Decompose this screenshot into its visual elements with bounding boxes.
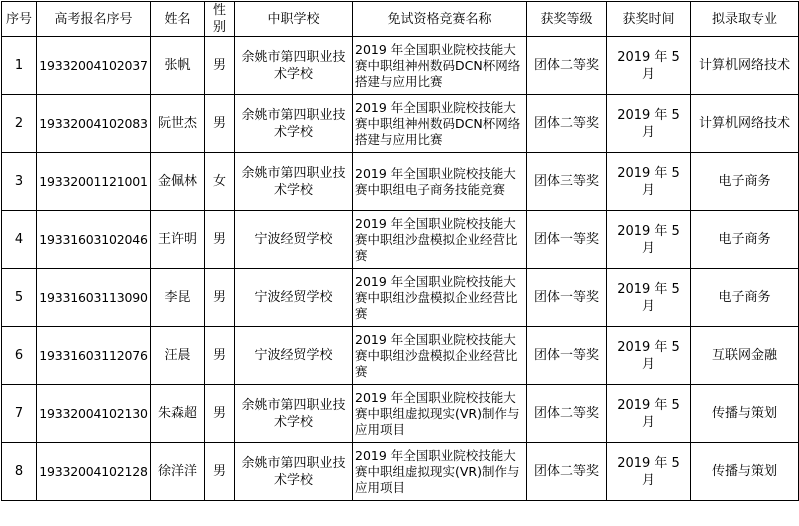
cell-school: 宁波经贸学校	[235, 327, 353, 385]
cell-name: 王许明	[151, 211, 205, 269]
cell-no: 7	[2, 385, 37, 443]
cell-major: 电子商务	[691, 153, 799, 211]
cell-major: 传播与策划	[691, 385, 799, 443]
cell-no: 4	[2, 211, 37, 269]
cell-gender: 男	[205, 37, 235, 95]
cell-no: 5	[2, 269, 37, 327]
header-competition: 免试资格竞赛名称	[353, 2, 527, 37]
cell-major: 计算机网络技术	[691, 37, 799, 95]
cell-gender: 女	[205, 153, 235, 211]
cell-date: 2019 年 5 月	[607, 269, 691, 327]
cell-award: 团体二等奖	[527, 95, 607, 153]
cell-award: 团体二等奖	[527, 443, 607, 501]
cell-no: 3	[2, 153, 37, 211]
cell-date: 2019 年 5 月	[607, 327, 691, 385]
table-row	[2, 211, 799, 269]
header-name: 姓名	[151, 2, 205, 37]
cell-school: 宁波经贸学校	[235, 211, 353, 269]
cell-school: 宁波经贸学校	[235, 269, 353, 327]
cell-gender: 男	[205, 327, 235, 385]
cell-competition: 2019 年全国职业院校技能大赛中职组沙盘模拟企业经营比赛	[353, 327, 527, 385]
cell-name: 李昆	[151, 269, 205, 327]
cell-award: 团体二等奖	[527, 385, 607, 443]
cell-gender: 男	[205, 385, 235, 443]
cell-school: 余姚市第四职业技术学校	[235, 37, 353, 95]
table-row	[2, 327, 799, 385]
cell-school: 余姚市第四职业技术学校	[235, 443, 353, 501]
cell-exam-id: 19332004102128	[37, 443, 151, 501]
cell-major: 计算机网络技术	[691, 95, 799, 153]
cell-name: 徐洋洋	[151, 443, 205, 501]
cell-award: 团体三等奖	[527, 153, 607, 211]
cell-major: 传播与策划	[691, 443, 799, 501]
cell-name: 阮世杰	[151, 95, 205, 153]
cell-exam-id: 19332004102130	[37, 385, 151, 443]
cell-competition: 2019 年全国职业院校技能大赛中职组沙盘模拟企业经营比赛	[353, 269, 527, 327]
cell-date: 2019 年 5 月	[607, 385, 691, 443]
table-row	[2, 153, 799, 211]
cell-major: 电子商务	[691, 211, 799, 269]
cell-exam-id: 19331603112076	[37, 327, 151, 385]
cell-exam-id: 19332001121001	[37, 153, 151, 211]
table-row	[2, 269, 799, 327]
cell-date: 2019 年 5 月	[607, 95, 691, 153]
table-row	[2, 385, 799, 443]
cell-competition: 2019 年全国职业院校技能大赛中职组沙盘模拟企业经营比赛	[353, 211, 527, 269]
cell-gender: 男	[205, 443, 235, 501]
header-major: 拟录取专业	[691, 2, 799, 37]
cell-exam-id: 19332004102037	[37, 37, 151, 95]
table-row	[2, 37, 799, 95]
cell-date: 2019 年 5 月	[607, 153, 691, 211]
admission-table	[1, 1, 799, 501]
header-no: 序号	[2, 2, 37, 37]
cell-competition: 2019 年全国职业院校技能大赛中职组神州数码DCN杯网络搭建与应用比赛	[353, 37, 527, 95]
cell-date: 2019 年 5 月	[607, 443, 691, 501]
header-exam-id: 高考报名序号	[37, 2, 151, 37]
cell-award: 团体一等奖	[527, 211, 607, 269]
header-school: 中职学校	[235, 2, 353, 37]
header-date: 获奖时间	[607, 2, 691, 37]
cell-no: 1	[2, 37, 37, 95]
cell-competition: 2019 年全国职业院校技能大赛中职组虚拟现实(VR)制作与应用项目	[353, 443, 527, 501]
cell-major: 互联网金融	[691, 327, 799, 385]
cell-school: 余姚市第四职业技术学校	[235, 153, 353, 211]
cell-gender: 男	[205, 95, 235, 153]
cell-school: 余姚市第四职业技术学校	[235, 95, 353, 153]
cell-award: 团体一等奖	[527, 269, 607, 327]
cell-competition: 2019 年全国职业院校技能大赛中职组神州数码DCN杯网络搭建与应用比赛	[353, 95, 527, 153]
cell-no: 2	[2, 95, 37, 153]
cell-no: 8	[2, 443, 37, 501]
cell-name: 汪晨	[151, 327, 205, 385]
cell-exam-id: 19331603113090	[37, 269, 151, 327]
cell-date: 2019 年 5 月	[607, 211, 691, 269]
cell-gender: 男	[205, 269, 235, 327]
cell-school: 余姚市第四职业技术学校	[235, 385, 353, 443]
table-row	[2, 95, 799, 153]
cell-gender: 男	[205, 211, 235, 269]
cell-name: 张帆	[151, 37, 205, 95]
header-row	[2, 2, 799, 37]
cell-name: 朱森超	[151, 385, 205, 443]
table-row	[2, 443, 799, 501]
cell-award: 团体二等奖	[527, 37, 607, 95]
cell-name: 金佩林	[151, 153, 205, 211]
cell-date: 2019 年 5 月	[607, 37, 691, 95]
header-award: 获奖等级	[527, 2, 607, 37]
cell-no: 6	[2, 327, 37, 385]
cell-award: 团体一等奖	[527, 327, 607, 385]
cell-exam-id: 19332004102083	[37, 95, 151, 153]
cell-major: 电子商务	[691, 269, 799, 327]
cell-competition: 2019 年全国职业院校技能大赛中职组电子商务技能竞赛	[353, 153, 527, 211]
cell-exam-id: 19331603102046	[37, 211, 151, 269]
cell-competition: 2019 年全国职业院校技能大赛中职组虚拟现实(VR)制作与应用项目	[353, 385, 527, 443]
header-gender: 性别	[205, 2, 235, 37]
